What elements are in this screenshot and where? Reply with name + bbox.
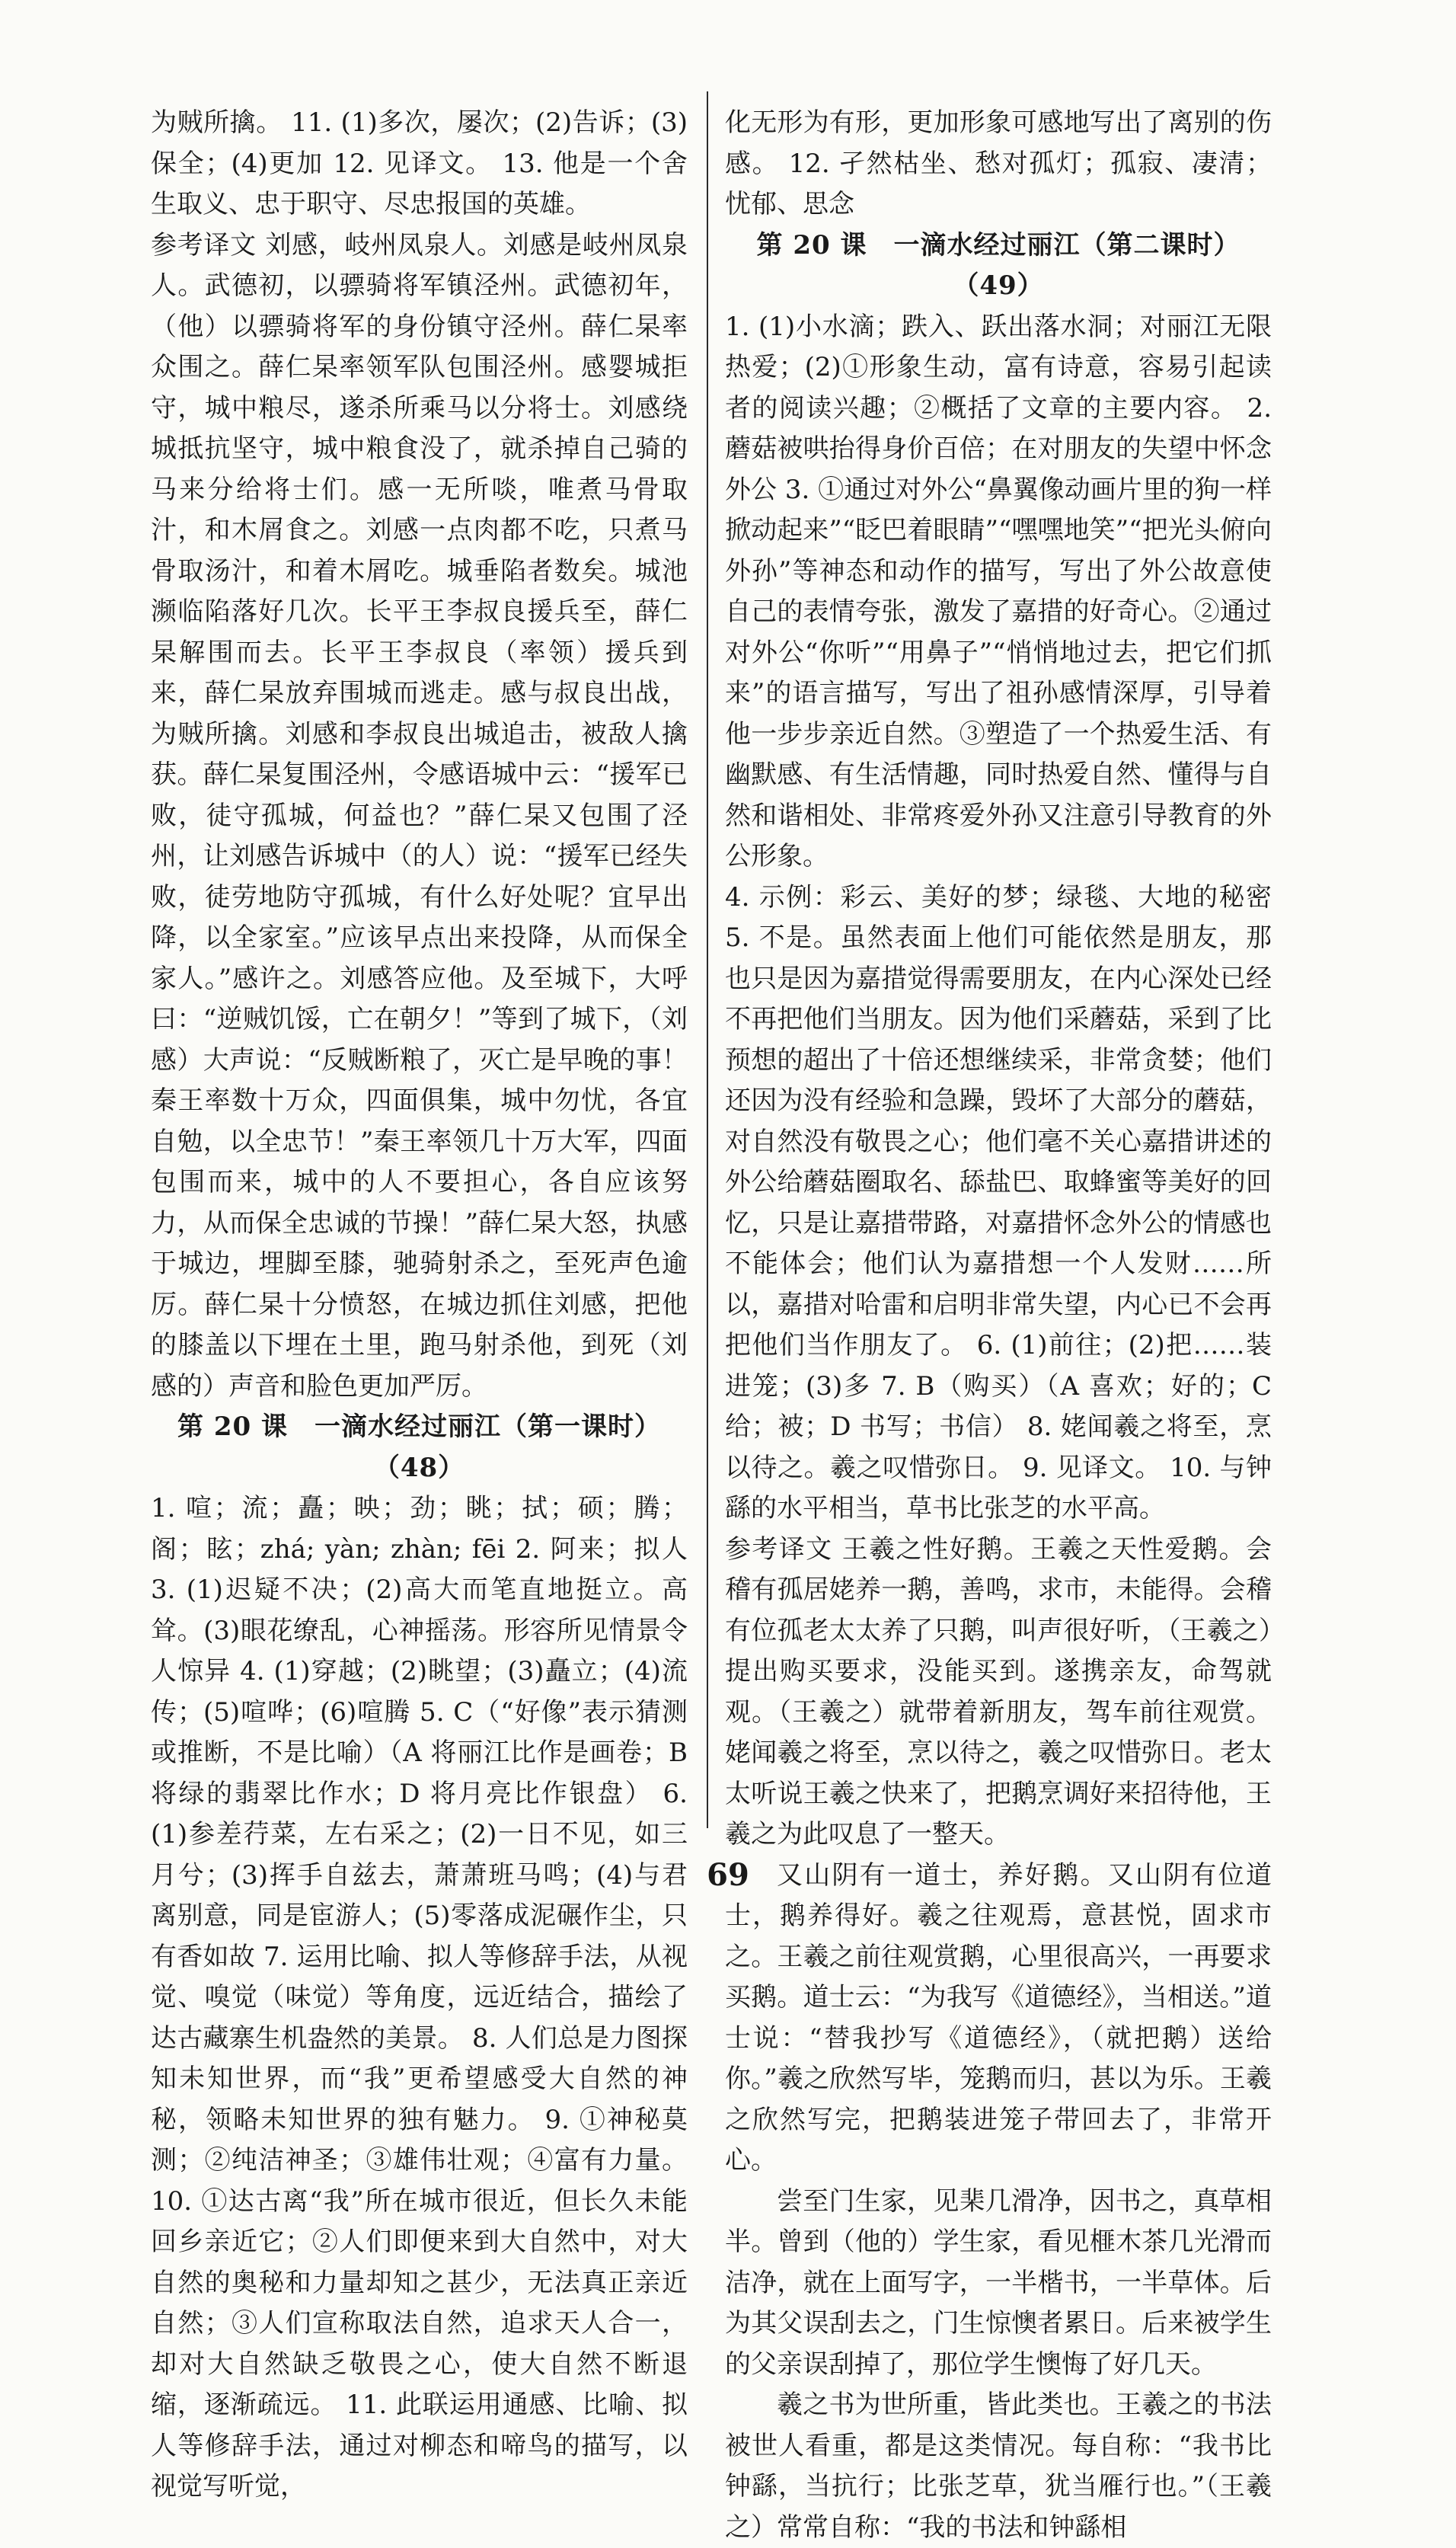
translation-paragraph: 尝至门生家，见棐几滑净，因书之，真草相半。曾到（他的）学生家，看见榧木茶几光滑而洁净，就在上面写字，一半楷书，一半草体。后为其父误刮去之，门生惊懊者累日。后来被学生的父亲误刮掉了，那位学生懊悔了好几天。 — [725, 2185, 1272, 2380]
answer-paragraph: 1. 喧；流；矗；映；劲；眺；拭；硕；腾；阁；眩；zhá; yàn; zhàn; fēi 2. 阿来；拟人 3. (1)迟疑不决；(2)高大而笔直地挺立。高耸。(3)眼花缭乱，心神摇荡。形容所见情景令人惊异 4. (1)穿越；(2)眺望；(3)矗立；(4)流传；(5)喧哗；(6)喧腾 5. C（“好像”表示猜测或推断，不是比喻）（A 将丽江比作是画卷；B 将绿的翡翠比作水；D 将月亮比作银盘） 6. (1)参差荇菜，左右采之；(2)一日不见，如三月兮；(3)挥手自兹去，萧萧班马鸣；(4)与君离别意，同是宦游人；(5)零落成泥碾作尘，只有香如故 7. 运用比喻、拟人等修辞手法，从视觉、嗅觉（味觉）等角度，远近结合，描绘了达古藏寨生机盎然的美景。 8. 人们总是力图探知未知世界，而“我”更希望感受大自然的神秘，领略未知世界的独有魅力。 9. ①神秘莫测；②纯洁神圣；③雄伟壮观；④富有力量。 10. ①达古离“我”所在城市很近，但长久未能回乡亲近它；②人们即便来到大自然中，对大自然的奥秘和力量却知之甚少，无法真正亲近自然；③人们宣称取法自然，追求天人合一，却对大自然缺乏敬畏之心，使大自然不断退缩，逐渐疏远。 11. 此联运用通感、比喻、拟人等修辞手法，通过对柳态和啼鸟的描写，以视觉写听觉， — [151, 1493, 688, 2502]
reference-translation: 参考译文 王羲之性好鹅。王羲之天性爱鹅。会稽有孤居姥养一鹅，善鸣，求市，未能得。会稽有位孤老太太养了只鹅，叫声很好听，（王羲之）提出购买要求，没能买到。遂携亲友，命驾就观。（王羲之）就带着新朋友，驾车前往观赏。姥闻羲之将至，烹以待之，羲之叹惜弥日。老太太听说王羲之快来了，把鹅烹调好来招待他，王羲之为此叹息了一整天。 — [725, 1533, 1272, 1849]
answer-paragraph: 为贼所擒。 11. (1)多次，屡次；(2)告诉；(3)保全；(4)更加 12. 见译文。 13. 他是一个舍生取义、忠于职守、尽忠报国的英雄。 — [151, 107, 688, 219]
answer-paragraph: 化无形为有形，更加形象可感地写出了离别的伤感。 12. 孑然枯坐、愁对孤灯；孤寂、凄清；忧郁、思念 — [725, 107, 1272, 219]
answer-paragraph: 1. (1)小水滴；跌入、跃出落水洞；对丽江无限热爱；(2)①形象生动，富有诗意，容易引起读者的阅读兴趣；②概括了文章的主要内容。 2. 蘑菇被哄抬得身价百倍；在对朋友的失望中怀念外公 3. ①通过对外公“鼻翼像动画片里的狗一样掀动起来”“眨巴着眼睛”“嘿嘿地笑”“把光头俯向外孙”等神态和动作的描写，写出了外公故意使自己的表情夸张，激发了嘉措的好奇心。②通过对外公“你听”“用鼻子”“悄悄地过去，把它们抓来”的语言描写，写出了祖孙感情深厚，引导着他一步步亲近自然。③塑造了一个热爱生活、有幽默感、有生活情趣，同时热爱自然、懂得与自然和谐相处、非常疼爱外孙又注意引导教育的外公形象。 — [725, 311, 1272, 871]
translation-paragraph: 又山阴有一道士，养好鹅。又山阴有位道士，鹅养得好。羲之往观焉，意甚悦，固求市之。王羲之前往观赏鹅，心里很高兴，一再要求买鹅。道士云：“为我写《道德经》，当相送。”道士说：“替我抄写《道德经》，（就把鹅）送给你。”羲之欣然写毕，笼鹅而归，甚以为乐。王羲之欣然写完，把鹅装进笼子带回去了，非常开心。 — [725, 1859, 1272, 2176]
column-divider — [707, 91, 708, 1828]
reference-translation: 参考译文 刘感，岐州凤泉人。刘感是岐州凤泉人。武德初，以骠骑将军镇泾州。武德初年，（他）以骠骑将军的身份镇守泾州。薛仁杲率众围之。薛仁杲率领军队包围泾州。感婴城拒守，城中粮尽，遂杀所乘马以分将士。刘感绕城抵抗坚守，城中粮食没了，就杀掉自己骑的马来分给将士们。感一无所啖，唯煮马骨取汁，和木屑食之。刘感一点肉都不吃，只煮马骨取汤汁，和着木屑吃。城垂陷者数矣。城池濒临陷落好几次。长平王李叔良援兵至，薛仁杲解围而去。长平王李叔良（率领）援兵到来，薛仁杲放弃围城而逃走。感与叔良出战，为贼所擒。刘感和李叔良出城追击，被敌人擒获。薛仁杲复围泾州，令感语城中云：“援军已败，徒守孤城，何益也？”薛仁杲又包围了泾州，让刘感告诉城中（的人）说：“援军已经失败，徒劳地防守孤城，有什么好处呢？宜早出降，以全家室。”应该早点出来投降，从而保全家人。”感许之。刘感答应他。及至城下，大呼曰：“逆贼饥馁，亡在朝夕！”等到了城下，（刘感）大声说：“反贼断粮了，灭亡是早晚的事！秦王率数十万众，四面俱集，城中勿忧，各宜自勉，以全忠节！”秦王率领几十万大军，四面包围而来，城中的人不要担心，各自应该努力，从而保全忠诚的节操！”薛仁杲大怒，执感于城边，埋脚至膝，驰骑射杀之，至死声色逾厉。薛仁杲十分愤怒，在城边抓住刘感，把他的膝盖以下埋在土里，跑马射杀他，到死（刘感的）声音和脸色更加严厉。 — [151, 229, 688, 1402]
lesson-heading: 第 20 课 一滴水经过丽江（第二课时）（49） — [756, 229, 1240, 301]
right-column — [725, 103, 1272, 2548]
lesson-heading: 第 20 课 一滴水经过丽江（第一课时）（48） — [177, 1411, 661, 1483]
left-column — [151, 103, 688, 2508]
translation-paragraph: 羲之书为世所重，皆此类也。王羲之的书法被世人看重，都是这类情况。每自称：“我书比钟繇，当抗行；比张芝草，犹当雁行也。”（王羲之）常常自称：“我的书法和钟繇相 — [725, 2390, 1272, 2543]
page-number: 69 — [707, 1857, 749, 1893]
answer-paragraph: 4. 示例：彩云、美好的梦；绿毯、大地的秘密 5. 不是。虽然表面上他们可能依然是朋友，那也只是因为嘉措觉得需要朋友，在内心深处已经不再把他们当朋友。因为他们采蘑菇，采到了比预想的超出了十倍还想继续采，非常贪婪；他们还因为没有经验和急躁，毁坏了大部分的蘑菇，对自然没有敬畏之心；他们毫不关心嘉措讲述的外公给蘑菇圈取名、舔盐巴、取蜂蜜等美好的回忆，只是让嘉措带路，对嘉措怀念外公的情感也不能体会；他们认为嘉措想一个人发财……所以，嘉措对哈雷和启明非常失望，内心已不会再把他们当作朋友了。 6. (1)前往；(2)把……装进笼；(3)多 7. B（购买）（A 喜欢；好的；C 给；被；D 书写；书信） 8. 姥闻羲之将至，烹以待之。羲之叹惜弥日。 9. 见译文。 10. 与钟繇的水平相当，草书比张芝的水平高。 — [725, 881, 1272, 1523]
